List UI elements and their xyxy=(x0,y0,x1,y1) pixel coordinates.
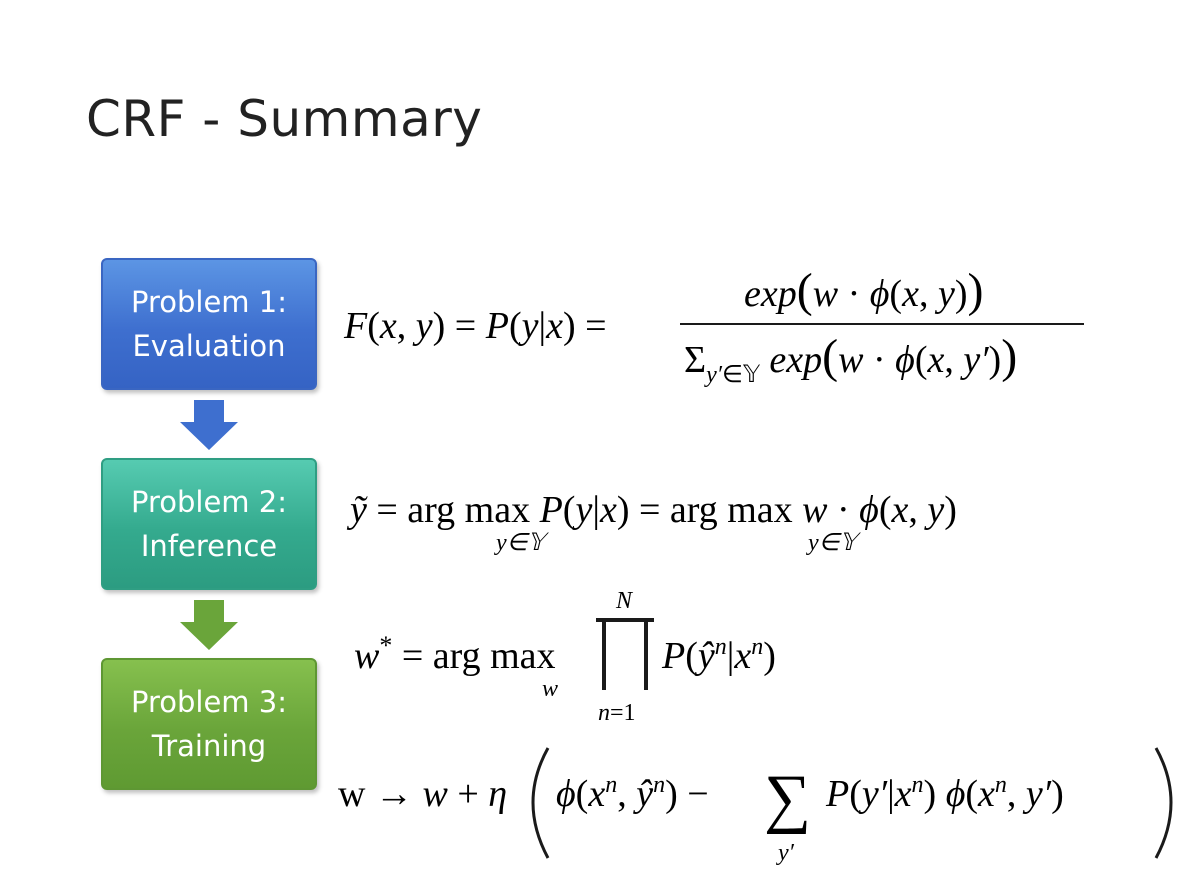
svg-text:ỹ = arg max P(y|x) = arg max w: ỹ = arg max P(y|x) = arg max w · ϕ(x, y) xyxy=(350,489,957,531)
slide-title: CRF - Summary xyxy=(86,90,483,148)
problem-1-label: Problem 1: xyxy=(130,285,287,319)
svg-text:w* = arg max: w* = arg max xyxy=(354,631,556,677)
problem-2-label: Problem 2: xyxy=(130,485,287,519)
inference-equation xyxy=(346,478,1086,568)
svg-text:exp(w · ϕ(x, y)): exp(w · ϕ(x, y)) xyxy=(744,264,984,317)
problem-3-label: Problem 3: xyxy=(130,685,287,719)
svg-text:y′: y′ xyxy=(778,840,794,866)
down-arrow-icon xyxy=(178,600,240,652)
problem-2-name: Inference xyxy=(140,529,278,563)
svg-text:y∈𝕐: y∈𝕐 xyxy=(496,530,545,556)
svg-text:n=1: n=1 xyxy=(598,700,636,726)
problem-1-box xyxy=(101,258,317,390)
svg-text:P(y′|xn) ϕ(xn, y′): $P(y'|x^n)$ $\phi(x^n$, y′) xyxy=(826,772,1064,815)
svg-text:N: N xyxy=(616,588,633,614)
svg-text:∑: ∑ xyxy=(764,762,812,835)
svg-text:ϕ(xn, ŷn) −: $\phi(x^n$, $ŷ^n$) − xyxy=(556,772,709,815)
training-objective-equation xyxy=(352,586,852,726)
down-arrow-icon xyxy=(178,400,240,452)
svg-text:y∈𝕐: y∈𝕐 xyxy=(808,530,857,556)
problem-1-name: Evaluation xyxy=(132,329,286,363)
svg-text:P(ŷn|xn): $P(ŷ^n|x^n)$ xyxy=(662,634,776,677)
problem-3-box xyxy=(101,658,317,790)
svg-text:F(x, y) = P(y|x) =: F(x, y) = P(y|x) = xyxy=(344,305,607,347)
svg-text:Σy′∈𝕐 exp(w · ϕ(x, y′)): $\Sigma_{y'}\in 𝕐$ exp(w · ϕ(x, y′)) xyxy=(684,330,1018,388)
problem-3-name: Training xyxy=(151,729,267,763)
problem-2-box xyxy=(101,458,317,590)
svg-text:w → w + η: w → w + η xyxy=(338,773,508,815)
svg-text:w: w xyxy=(542,676,559,702)
evaluation-equation xyxy=(340,262,1100,392)
training-update-equation xyxy=(334,740,1180,870)
